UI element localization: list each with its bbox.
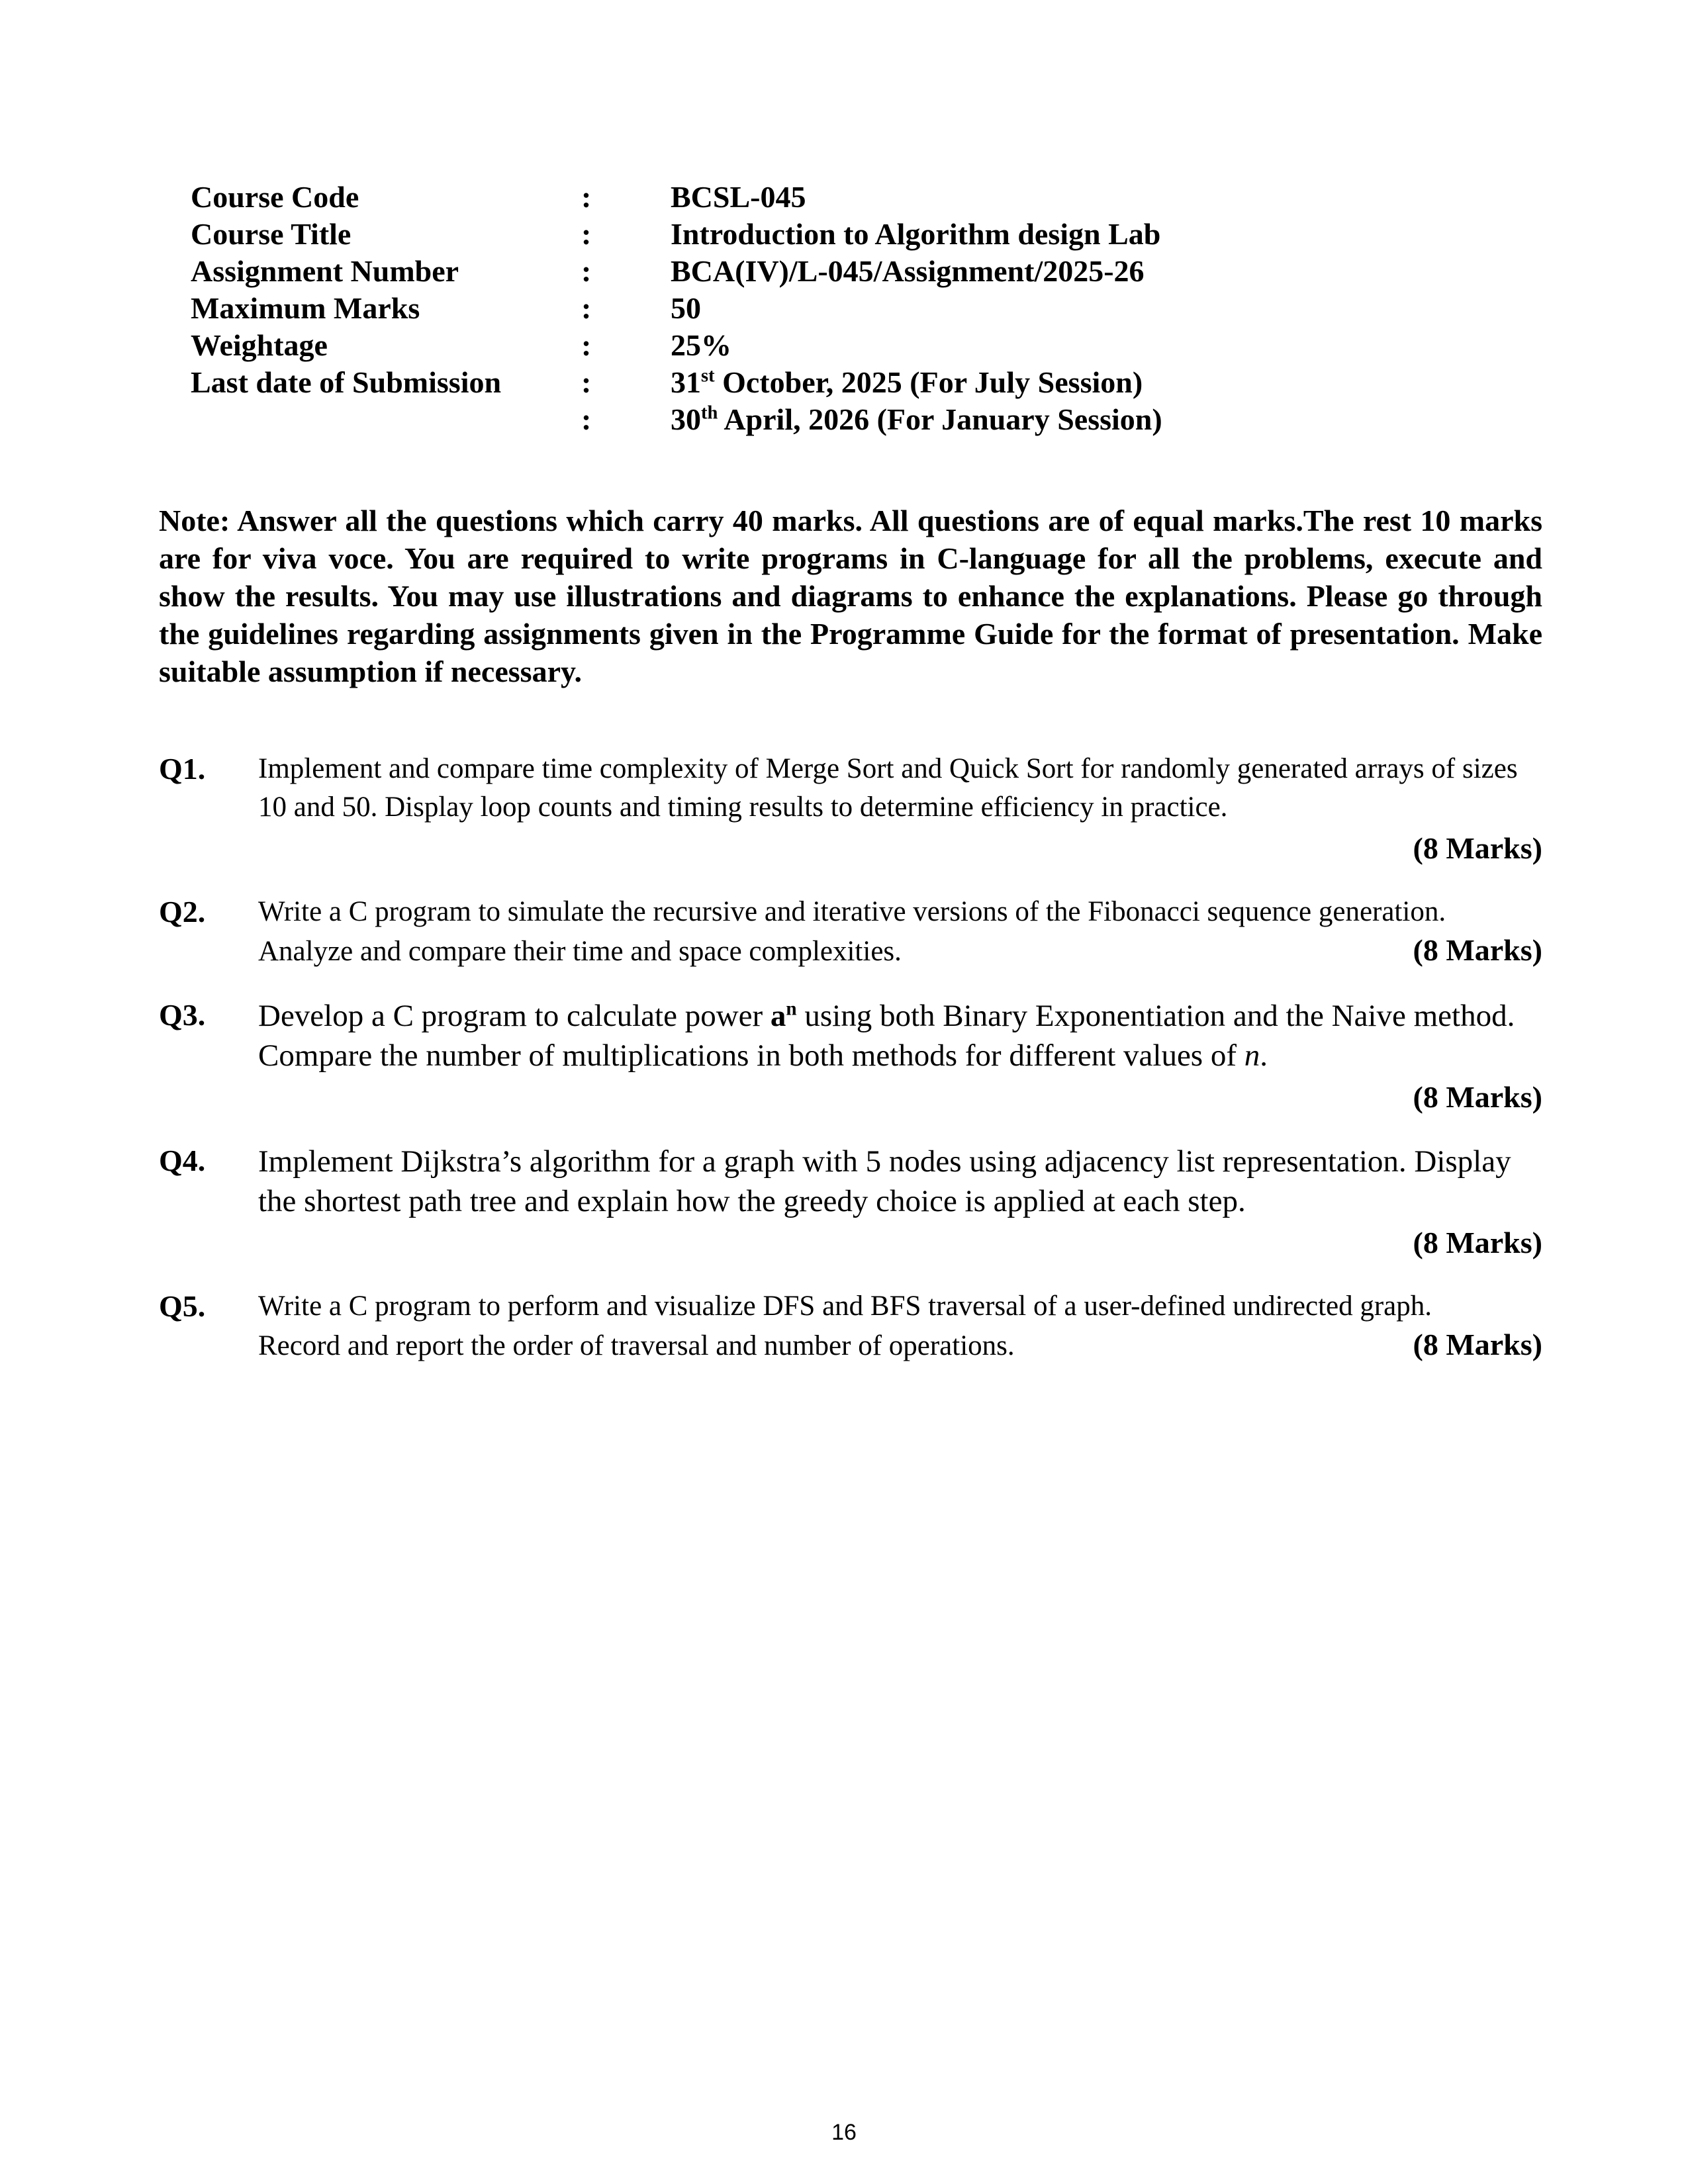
meta-row-maximum-marks: [191, 290, 1542, 327]
marks-label: (8 Marks): [1413, 933, 1542, 967]
meta-label: Course Title: [191, 217, 352, 251]
question-q5: [159, 1287, 1542, 1365]
ordinal-suffix: st: [701, 365, 715, 387]
meta-colon: :: [581, 254, 592, 288]
question-text: Record and report the order of traversal and number of operations.: [258, 1330, 1015, 1361]
meta-colon: :: [581, 291, 592, 325]
meta-value: BCSL-045: [671, 180, 806, 214]
question-number: Q4.: [159, 1144, 206, 1177]
meta-colon: :: [581, 402, 592, 436]
question-text: Analyze and compare their time and space complexities.: [258, 936, 902, 967]
question-q2: [159, 893, 1542, 971]
meta-value: 25%: [671, 328, 731, 362]
meta-label: Assignment Number: [191, 254, 459, 288]
question-text-line1: Write a C program to simulate the recursive and iterative versions of the Fibonacci sequence generation.: [258, 896, 1446, 927]
question-text: Develop a C program to calculate power $a^n$ using both Binary Exponentiation and the Naive method. Compare the number of multiplications in both methods for different values of n.: [258, 998, 1515, 1073]
meta-label: Weightage: [191, 328, 328, 362]
question-text: Implement Dijkstra’s algorithm for a graph with 5 nodes using adjacency list representation. Display the shortest path tree and explain how the greedy choice is applied at each step.: [258, 1144, 1511, 1218]
meta-value: Introduction to Algorithm design Lab: [671, 217, 1161, 251]
question-q4: [159, 1142, 1542, 1262]
marks-label: (8 Marks): [1413, 1080, 1542, 1114]
question-q3: [159, 996, 1542, 1116]
question-number: Q3.: [159, 998, 206, 1032]
question-number: Q2.: [159, 895, 206, 929]
meta-row-weightage: [191, 327, 1542, 364]
meta-row-last-date-january: [191, 401, 1542, 438]
question-number: Q1.: [159, 752, 206, 786]
meta-row-last-date-july: [191, 364, 1542, 401]
variable-n: n: [1244, 1038, 1260, 1073]
meta-colon: :: [581, 328, 592, 362]
meta-value: 30th April, 2026 (For January Session): [671, 402, 1162, 436]
marks-label: (8 Marks): [1413, 1226, 1542, 1259]
marks-label: (8 Marks): [1413, 1328, 1542, 1361]
meta-label: Maximum Marks: [191, 291, 420, 325]
meta-row-course-code: [191, 179, 1542, 216]
meta-colon: :: [581, 217, 592, 251]
meta-colon: :: [581, 180, 592, 214]
meta-row-assignment-number: [191, 253, 1542, 290]
meta-row-course-title: [191, 216, 1542, 253]
course-meta-table: [191, 179, 1542, 438]
power-exponent: n: [786, 998, 797, 1020]
question-text-line1: Write a C program to perform and visualize DFS and BFS traversal of a user-defined undirected graph.: [258, 1291, 1432, 1322]
note-paragraph: Note: Answer all the questions which carry 40 marks. All questions are of equal marks.The rest 10 marks are for viva voce. You are required to write programs in C-language for all the problems, execute and show the results. You may use illustrations and diagrams to enhance the explanations. Please go through the guidelines regarding assignments given in the Programme Guide for the format of presentation. Make suitable assumption if necessary.: [159, 504, 1542, 688]
question-number: Q5.: [159, 1289, 206, 1323]
meta-value: 50: [671, 291, 701, 325]
power-base: a: [770, 999, 786, 1033]
question-text: Implement and compare time complexity of Merge Sort and Quick Sort for randomly generated arrays of sizes 10 and 50. Display loop counts and timing results to determine efficiency in practice.: [258, 753, 1518, 823]
question-text-line2: [258, 1326, 1542, 1365]
page-number: 16: [831, 2120, 857, 2145]
meta-label: [191, 401, 581, 438]
meta-label: Course Code: [191, 180, 359, 214]
meta-value: 31st October, 2025 (For July Session): [671, 365, 1143, 399]
meta-label: Last date of Submission: [191, 365, 502, 399]
ordinal-suffix: th: [701, 402, 718, 424]
questions-list: [159, 750, 1542, 1365]
meta-value: BCA(IV)/L-045/Assignment/2025-26: [671, 254, 1145, 288]
meta-colon: :: [581, 365, 592, 399]
question-q1: [159, 750, 1542, 868]
marks-label: (8 Marks): [1413, 831, 1542, 865]
question-text-line2: [258, 931, 1542, 971]
